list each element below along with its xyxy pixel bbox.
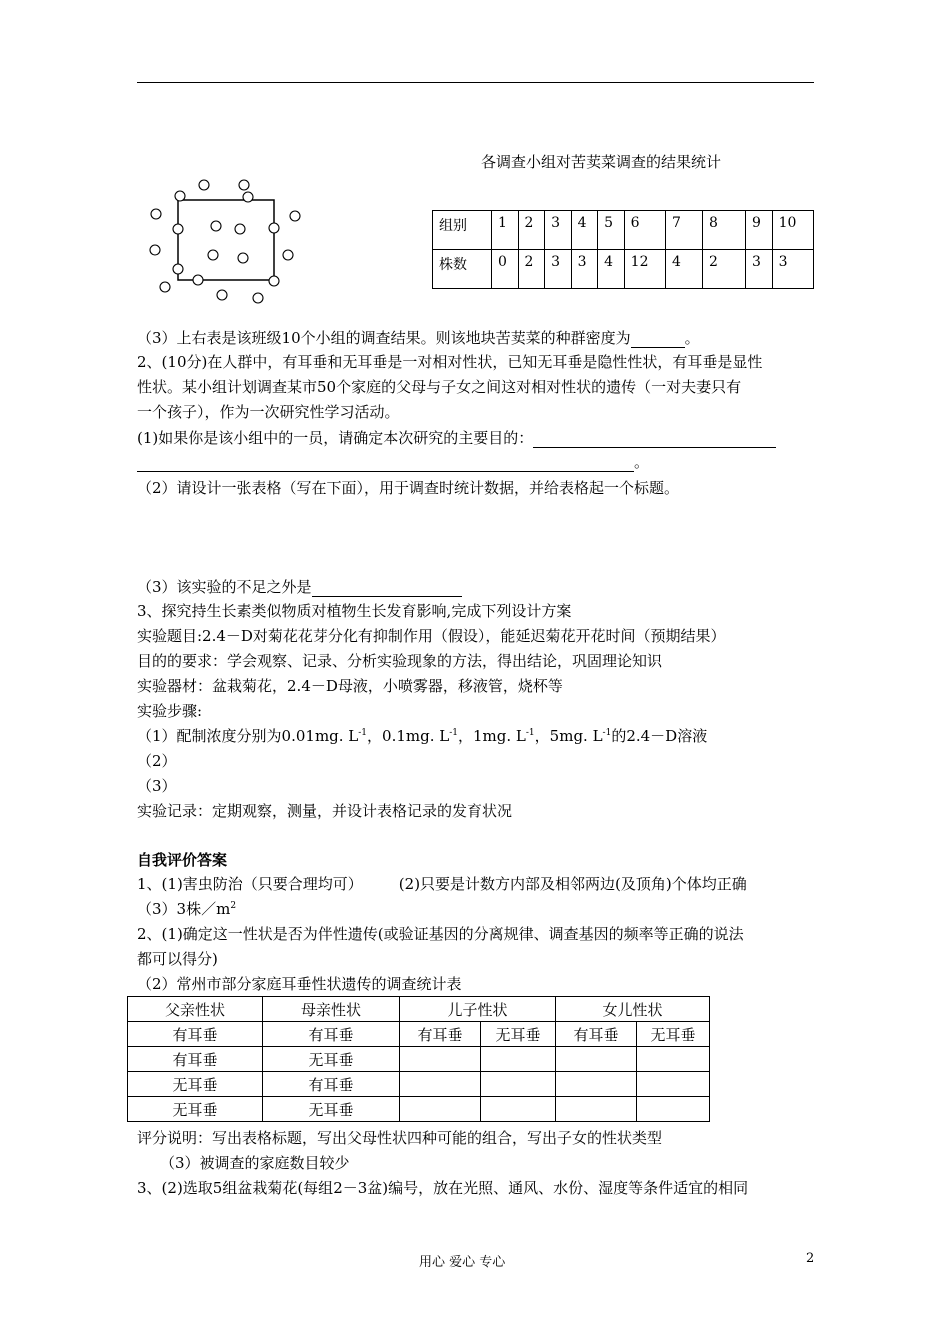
sampling-figure [140,170,315,310]
answer-1-line1 [137,874,747,894]
table-cell [556,1047,637,1072]
table-cell: 2 [518,211,545,250]
step-text: ，0.1mg. L [367,727,450,745]
answer-text: (2)只要是计数方内部及相邻两边(及顶角)个体均正确 [398,875,747,893]
table-cell: 株数 [433,250,492,289]
experiment-step-2: （2） [137,752,177,770]
answer-blank [137,471,634,472]
plant-dot [150,245,160,255]
table-cell: 无耳垂 [263,1097,400,1122]
table-cell: 12 [624,250,665,289]
scoring-note: 评分说明：写出表格标题，写出父母性状四种可能的组合，写出子女的性状类型 [137,1129,663,1147]
table-row [128,1072,710,1097]
answer-2-line2: 都可以得分) [137,950,218,968]
table-cell: 4 [598,250,625,289]
experiment-topic: 实验题目:2.4－D对菊花花芽分化有抑制作用（假设），能延迟菊花开花时间（预期结果） [137,627,726,645]
answer-blank [533,447,776,448]
table-cell: 3 [545,250,572,289]
experiment-step-1 [137,726,707,746]
punctuation: 。 [634,453,650,471]
experiment-step-3: （3） [137,777,177,795]
table-cell: 有耳垂 [263,1022,400,1047]
plant-dot [199,180,209,190]
table-cell [556,1072,637,1097]
footer-text: 用心 爱心 专心 [419,1255,506,1270]
plant-dot [243,192,253,202]
superscript: -1 [358,728,368,738]
plant-dot [269,276,279,286]
table-cell: 有耳垂 [556,1022,637,1047]
table-cell: 1 [492,211,519,250]
question-2-1-cont [137,452,649,472]
superscript: -1 [602,728,612,738]
page-number: 2 [806,1251,815,1266]
table-cell: 无耳垂 [128,1097,263,1122]
question-1-3 [137,328,700,348]
answer-2-line1: 2、(1)确定这一性状是否为伴性遗传(或验证基因的分离规律、调查基因的频率等正确的说法 [137,925,744,943]
answer-1-line2 [137,899,236,919]
table-cell: 3 [772,250,813,289]
plant-dot [173,264,183,274]
answer-2-3: （3）被调查的家庭数目较少 [160,1154,350,1172]
plant-dot [193,275,203,285]
answer-3: 3、(2)选取5组盆栽菊花(每组2－3盆)编号，放在光照、通风、水份、湿度等条件适宜的相同 [137,1179,749,1197]
plant-dot [235,224,245,234]
table-row [128,1097,710,1122]
superscript: 2 [230,901,237,911]
table-cell: 无耳垂 [263,1047,400,1072]
step-text: ，1mg. L [458,727,526,745]
table-row [128,1047,710,1072]
table-cell: 有耳垂 [128,1022,263,1047]
question-2-2: （2）请设计一张表格（写在下面），用于调查时统计数据，并给表格起一个标题。 [137,479,680,497]
table-cell: 0 [492,250,519,289]
table-cell: 2 [703,250,746,289]
plant-dot [160,282,170,292]
table-cell: 4 [571,211,598,250]
table-cell [481,1097,556,1122]
table-cell [637,1047,710,1072]
experiment-steps-label: 实验步骤: [137,702,203,720]
question-2-line1: 2、(10分)在人群中，有耳垂和无耳垂是一对相对性状，已知无耳垂是隐性性状，有耳垂是显性 [137,353,763,371]
table-row [128,1022,710,1047]
table-cell: 有耳垂 [263,1072,400,1097]
table-cell: 7 [666,211,703,250]
table-cell [481,1047,556,1072]
question-2-1 [137,428,776,448]
table-cell [400,1047,481,1072]
plant-dot [283,250,293,260]
answer-2-table-title: （2）常州市部分家庭耳垂性状遗传的调查统计表 [137,975,462,993]
plant-dot [239,180,249,190]
plant-dot [175,191,185,201]
plant-dot [211,221,221,231]
table-cell: 无耳垂 [481,1022,556,1047]
question-2-3 [137,577,462,597]
plant-dot [253,293,263,303]
answer-table [127,996,710,1122]
plant-dot [217,290,227,300]
question-text: （3）该实验的不足之外是 [137,578,312,596]
answer-text: 1、(1)害虫防治（只要合理均可） [137,875,363,893]
superscript: -1 [525,728,535,738]
question-text: （3）上右表是该班级10个小组的调查结果。则该地块苦荬菜的种群密度为 [137,329,631,347]
quadrat-square [178,200,274,280]
plant-dot [290,211,300,221]
survey-table-title: 各调查小组对苦荬菜调查的结果统计 [481,153,722,171]
table-header: 女儿性状 [556,997,710,1022]
plant-dot [173,224,183,234]
table-cell [400,1097,481,1122]
plant-dot [151,209,161,219]
answers-heading: 自我评价答案 [137,851,228,869]
survey-table [432,210,814,289]
table-cell [637,1072,710,1097]
table-header: 母亲性状 [263,997,400,1022]
header-rule [137,82,814,83]
experiment-materials: 实验器材：盆栽菊花，2.4－D母液，小喷雾器，移液管，烧杯等 [137,677,563,695]
table-cell: 10 [772,211,813,250]
plant-dot [208,250,218,260]
table-cell: 有耳垂 [128,1047,263,1072]
question-2-line2: 性状。某小组计划调查某市50个家庭的父母与子女之间这对相对性状的遗传（一对夫妻只有 [137,378,742,396]
answer-blank [312,596,462,597]
table-cell: 5 [598,211,625,250]
question-text: (1)如果你是该小组中的一员，请确定本次研究的主要目的： [137,429,534,447]
step-text: ，5mg. L [534,727,603,745]
table-cell: 4 [666,250,703,289]
question-2-line3: 一个孩子），作为一次研究性学习活动。 [137,403,400,421]
table-header: 儿子性状 [400,997,556,1022]
plant-dot [238,253,248,263]
table-cell: 9 [746,211,773,250]
table-cell: 无耳垂 [128,1072,263,1097]
table-cell: 无耳垂 [637,1022,710,1047]
answer-text: （3）3株／m [137,900,231,918]
table-header: 父亲性状 [128,997,263,1022]
table-cell: 2 [518,250,545,289]
step-text: （1）配制浓度分别为0.01mg. L [137,727,359,745]
step-text: 的2.4－D溶液 [611,727,708,745]
table-cell: 3 [746,250,773,289]
table-row [433,211,814,250]
superscript: -1 [449,728,459,738]
table-cell [400,1072,481,1097]
experiment-goal: 目的的要求：学会观察、记录、分析实验现象的方法，得出结论，巩固理论知识 [137,652,663,670]
table-row [433,250,814,289]
answer-blank [631,347,685,348]
table-cell: 有耳垂 [400,1022,481,1047]
table-row [128,997,710,1022]
table-cell [481,1072,556,1097]
experiment-record: 实验记录：定期观察，测量，并设计表格记录的发育状况 [137,802,513,820]
table-cell: 6 [624,211,665,250]
table-cell: 3 [571,250,598,289]
table-cell [637,1097,710,1122]
punctuation: 。 [684,329,700,347]
plant-dot [269,223,279,233]
table-cell: 3 [545,211,572,250]
table-cell: 组别 [433,211,492,250]
table-cell [556,1097,637,1122]
table-cell: 8 [703,211,746,250]
question-3-title: 3、探究持生长素类似物质对植物生长发育影响,完成下列设计方案 [137,602,572,620]
